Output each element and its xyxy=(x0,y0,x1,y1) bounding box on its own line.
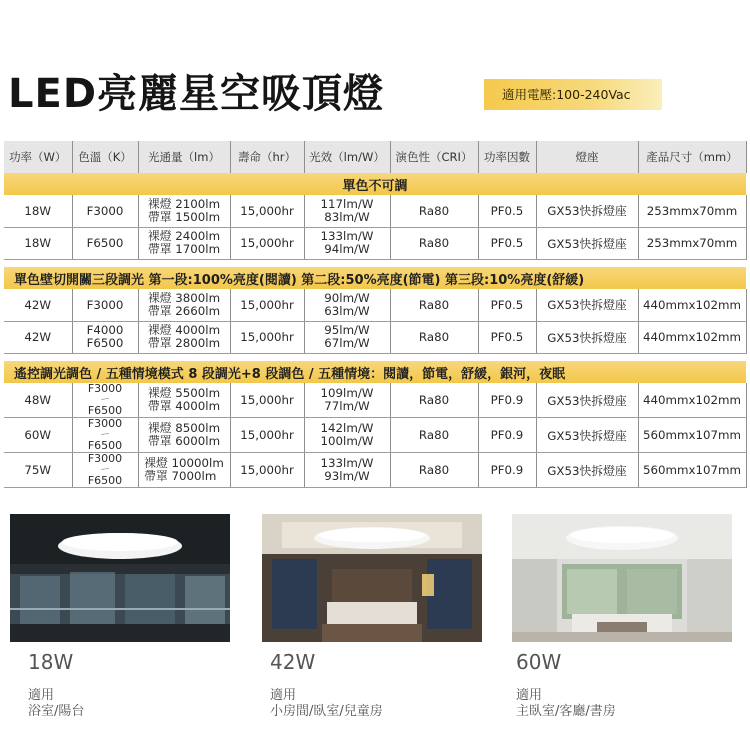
cct-line: F6500 xyxy=(86,336,124,350)
cell-life: 15,000hr xyxy=(230,453,304,488)
cell-size: 560mmx107mm xyxy=(638,453,746,488)
flux-line: 帶罩 2800lm xyxy=(147,336,221,350)
column-header: 壽命（hr） xyxy=(230,141,304,173)
efficacy-line: 100lm/W xyxy=(320,434,374,448)
flux-line: 裸燈 8500lm xyxy=(147,421,221,435)
cell-efficacy xyxy=(304,195,390,227)
cell-cri: Ra80 xyxy=(390,383,478,418)
cell-flux xyxy=(138,289,230,321)
efficacy-line: 77lm/W xyxy=(324,399,370,413)
cell-power: 60W xyxy=(4,418,72,453)
flux xyxy=(148,230,220,256)
flux-line: 裸燈 4000lm xyxy=(147,323,221,337)
page-title: LED亮麗星空吸頂燈 xyxy=(8,70,385,117)
cct-line: F4000 xyxy=(86,323,124,337)
cct-line: ㄧ xyxy=(99,428,111,441)
cell-cri: Ra80 xyxy=(390,195,478,227)
cell-cri: Ra80 xyxy=(390,321,478,353)
cell-efficacy xyxy=(304,227,390,259)
cell-life: 15,000hr xyxy=(230,227,304,259)
showcase-use-42w xyxy=(270,688,383,720)
flux xyxy=(148,387,220,413)
group-gap-cell xyxy=(4,353,746,361)
cell-size: 440mmx102mm xyxy=(638,383,746,418)
cell-power: 18W xyxy=(4,227,72,259)
cell-size: 253mmx70mm xyxy=(638,227,746,259)
group-label: 遙控調光調色 / 五種情境模式 8 段調光+8 段調色 / 五種情境：閱讀，節電，舒緩，銀河，夜眠 xyxy=(4,361,746,383)
cell-base: GX53快拆燈座 xyxy=(536,289,638,321)
column-header: 功率（W） xyxy=(4,141,72,173)
cell-base: GX53快拆燈座 xyxy=(536,383,638,418)
cct-line: F6500 xyxy=(86,236,124,250)
cell-cct xyxy=(72,227,138,259)
flux-line: 帶罩 2660lm xyxy=(147,303,221,318)
use-label: 適用 xyxy=(28,688,55,703)
cell-efficacy xyxy=(304,453,390,488)
cell-base: GX53快拆燈座 xyxy=(536,453,638,488)
table-row xyxy=(4,453,746,488)
efficacy-line: 63lm/W xyxy=(324,303,370,318)
group-band-row xyxy=(4,267,746,289)
cell-pf: PF0.5 xyxy=(478,289,536,321)
spec-table xyxy=(4,141,747,488)
cell-flux xyxy=(138,453,230,488)
group-band-row xyxy=(4,173,746,195)
efficacy xyxy=(321,230,374,256)
efficacy-line: 133lm/W xyxy=(320,456,374,470)
cell-cct xyxy=(72,418,138,453)
flux xyxy=(148,422,220,448)
cell-pf: PF0.9 xyxy=(478,453,536,488)
use-rooms: 主臥室/客廳/書房 xyxy=(516,704,616,719)
table-row xyxy=(4,321,746,353)
table-row xyxy=(4,383,746,418)
cell-base: GX53快拆燈座 xyxy=(536,227,638,259)
cell-power: 75W xyxy=(4,453,72,488)
showcase-watt-60w: 60W xyxy=(516,650,562,674)
cct-line: F3000 xyxy=(87,383,123,395)
flux-line: 帶罩 1700lm xyxy=(147,242,221,256)
photo-60w xyxy=(512,514,732,642)
photo-18w xyxy=(10,514,230,642)
room-photo-living-room xyxy=(512,514,732,642)
flux-line: 帶罩 4000lm xyxy=(147,399,221,413)
cct-line: F3000 xyxy=(87,417,123,430)
cell-flux xyxy=(138,321,230,353)
cell-cct xyxy=(72,383,138,418)
group-gap-cell xyxy=(4,259,746,267)
efficacy xyxy=(321,457,374,483)
cell-cri: Ra80 xyxy=(390,289,478,321)
efficacy xyxy=(321,387,374,413)
efficacy-line: 94lm/W xyxy=(324,242,370,256)
cell-efficacy xyxy=(304,418,390,453)
group-gap xyxy=(4,259,746,267)
voltage-badge: 適用電壓:100-240Vac xyxy=(484,79,662,110)
group-label: 單色壁切開關三段調光 第一段:100%亮度(閱讀) 第二段:50%亮度(節電) 第三段:10%亮度(舒緩) xyxy=(4,267,746,289)
showcase-use-18w xyxy=(28,688,84,720)
cct-line: F3000 xyxy=(87,452,123,465)
column-header: 色溫（K） xyxy=(72,141,138,173)
column-header: 燈座 xyxy=(536,141,638,173)
cct-line: F6500 xyxy=(87,439,123,452)
flux-line: 裸燈 5500lm xyxy=(147,386,221,400)
flux-line: 帶罩 1500lm xyxy=(147,209,221,224)
column-header: 光效（lm/W） xyxy=(304,141,390,173)
efficacy-line: 109lm/W xyxy=(320,386,374,400)
cell-size: 440mmx102mm xyxy=(638,321,746,353)
cct-line: F3000 xyxy=(86,203,124,218)
flux xyxy=(144,457,224,483)
column-header: 產品尺寸（mm） xyxy=(638,141,746,173)
cell-cri: Ra80 xyxy=(390,227,478,259)
cell-efficacy xyxy=(304,383,390,418)
showcase-watt-18w: 18W xyxy=(28,650,74,674)
cct xyxy=(87,324,124,350)
column-header: 演色性（CRI） xyxy=(390,141,478,173)
efficacy xyxy=(324,324,369,350)
cell-flux xyxy=(138,383,230,418)
showcase-watt-42w: 42W xyxy=(270,650,316,674)
cell-cct xyxy=(72,195,138,227)
cct xyxy=(88,418,122,451)
cell-life: 15,000hr xyxy=(230,195,304,227)
efficacy-line: 142lm/W xyxy=(320,421,374,435)
flux xyxy=(148,198,220,224)
cct-line: F6500 xyxy=(87,474,123,487)
efficacy-line: 95lm/W xyxy=(324,323,370,337)
cell-power: 48W xyxy=(4,383,72,418)
flux-line: 帶罩 7000lm xyxy=(144,469,217,483)
cell-life: 15,000hr xyxy=(230,321,304,353)
cell-flux xyxy=(138,195,230,227)
table-row xyxy=(4,418,746,453)
cct xyxy=(88,383,122,416)
use-rooms: 小房間/臥室/兒童房 xyxy=(270,704,383,719)
cct-line: F6500 xyxy=(87,404,123,417)
flux-line: 裸燈 2400lm xyxy=(147,229,221,243)
cell-cri: Ra80 xyxy=(390,418,478,453)
cell-cri: Ra80 xyxy=(390,453,478,488)
cell-pf: PF0.9 xyxy=(478,418,536,453)
efficacy-line: 90lm/W xyxy=(324,290,370,305)
showcase-use-60w xyxy=(516,688,616,720)
cell-pf: PF0.9 xyxy=(478,383,536,418)
cct xyxy=(87,237,124,250)
cell-base: GX53快拆燈座 xyxy=(536,418,638,453)
cell-life: 15,000hr xyxy=(230,383,304,418)
use-rooms: 浴室/陽台 xyxy=(28,704,85,719)
group-label: 單色不可調 xyxy=(4,173,746,195)
cell-efficacy xyxy=(304,289,390,321)
spec-header-row xyxy=(4,141,746,173)
flux xyxy=(148,324,220,350)
room-photo-bedroom xyxy=(262,514,482,642)
flux-line: 裸燈 10000lm xyxy=(144,456,224,470)
table-row xyxy=(4,227,746,259)
cct-line: ㄧ xyxy=(99,393,111,406)
cell-efficacy xyxy=(304,321,390,353)
group-band-row xyxy=(4,361,746,383)
cell-size: 560mmx107mm xyxy=(638,418,746,453)
cct-line: ㄧ xyxy=(99,463,111,476)
cell-pf: PF0.5 xyxy=(478,195,536,227)
flux-line: 裸燈 3800lm xyxy=(147,290,221,305)
use-label: 適用 xyxy=(270,688,297,703)
cct-line: F3000 xyxy=(86,297,124,312)
cell-size: 440mmx102mm xyxy=(638,289,746,321)
cell-size: 253mmx70mm xyxy=(638,195,746,227)
cell-power: 42W xyxy=(4,289,72,321)
cell-base: GX53快拆燈座 xyxy=(536,195,638,227)
column-header: 功率因數 xyxy=(478,141,536,173)
flux-line: 帶罩 6000lm xyxy=(147,434,221,448)
cell-flux xyxy=(138,227,230,259)
cell-cct xyxy=(72,289,138,321)
photo-42w xyxy=(262,514,482,642)
room-photo-balcony xyxy=(10,514,230,642)
cell-pf: PF0.5 xyxy=(478,321,536,353)
flux xyxy=(148,292,220,318)
title-row xyxy=(8,62,384,118)
cell-cct xyxy=(72,321,138,353)
cell-power: 18W xyxy=(4,195,72,227)
group-gap xyxy=(4,353,746,361)
efficacy xyxy=(321,422,374,448)
efficacy-line: 117lm/W xyxy=(320,196,374,211)
table-row xyxy=(4,195,746,227)
efficacy-line: 83lm/W xyxy=(324,209,370,224)
cct xyxy=(88,453,122,486)
cell-pf: PF0.5 xyxy=(478,227,536,259)
use-label: 適用 xyxy=(516,688,543,703)
efficacy-line: 67lm/W xyxy=(324,336,370,350)
cell-cct xyxy=(72,453,138,488)
cct xyxy=(87,205,124,218)
cell-flux xyxy=(138,418,230,453)
efficacy xyxy=(321,198,374,224)
flux-line: 裸燈 2100lm xyxy=(147,196,221,211)
cell-life: 15,000hr xyxy=(230,289,304,321)
cell-base: GX53快拆燈座 xyxy=(536,321,638,353)
cell-power: 42W xyxy=(4,321,72,353)
cell-life: 15,000hr xyxy=(230,418,304,453)
table-row xyxy=(4,289,746,321)
efficacy-line: 133lm/W xyxy=(320,229,374,243)
efficacy-line: 93lm/W xyxy=(324,469,370,483)
efficacy xyxy=(324,292,369,318)
cct xyxy=(87,299,124,312)
column-header: 光通量（lm） xyxy=(138,141,230,173)
